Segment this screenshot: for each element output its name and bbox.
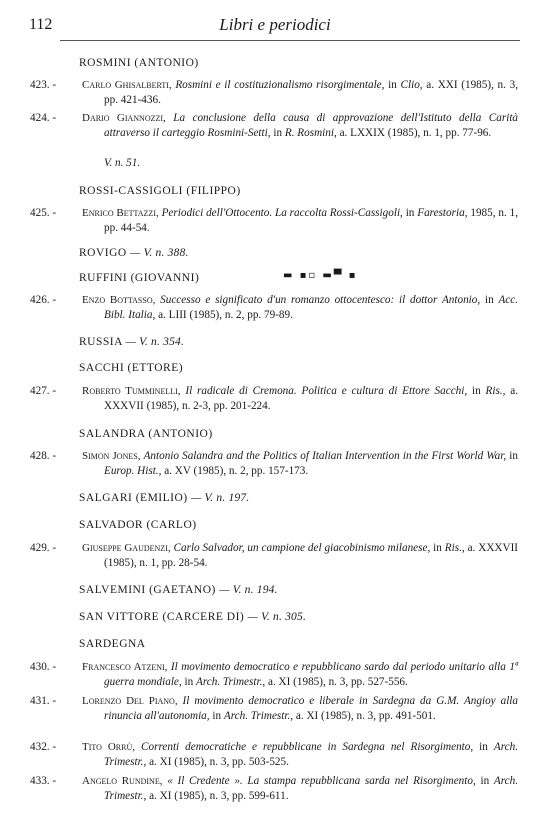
entry-details: a. XI (1985), n. 3, pp. 491-501. <box>293 709 436 722</box>
entry-periodical: Acc. Bibl. Italia, <box>104 294 519 321</box>
entry-details: a. XI (1985), n. 3, pp. 503-525. <box>146 755 289 768</box>
entry-title: Antonio Salandra and the Politics of Italian Intervention in the First World War, <box>143 450 507 462</box>
entry-periodical: Farestoria, <box>417 207 468 219</box>
entry <box>30 660 518 689</box>
entry-text: Lorenzo Del Piano, Il movimento democratico e liberale in Sardegna da G.M. Angioy alla rinuncia all'autonomia, in Arch. Trimestr., a. XI (1985), n. 3, pp. 491-501. <box>82 695 519 722</box>
entry-periodical: Arch. Trimestr., <box>195 675 266 688</box>
entry-details: 1985, n. 1, pp. 44-54. <box>104 207 519 234</box>
section-heading: SALANDRA (ANTONIO) <box>79 428 213 440</box>
entry-details: a. XI (1985), n. 3, pp. 599-611. <box>146 789 289 802</box>
entry-number: 432. - <box>30 741 57 753</box>
entry-author: Lorenzo Del Piano, <box>82 695 178 707</box>
entry-text: Enzo Bottasso, Successo e significato d'un romanzo ottocentesco: il dottor Antonio, in Acc. Bibl. Italia, a. LIII (1985), n. 2, pp. 79-89. <box>82 294 519 321</box>
entry <box>30 78 518 107</box>
entry-number: 424. - <box>30 112 57 124</box>
entry-title: Il movimento democratico e repubblicano sardo dal periodo unitario alla 1ª guerra mondiale, <box>104 661 519 688</box>
entry-author: Francesco Atzeni, <box>82 661 168 673</box>
entry-text: Carlo Ghisalberti, Rosmini e il costituzionalismo risorgimentale, in Clio, a. XXI (1985), n. 3, pp. 421-436. <box>82 79 519 106</box>
entry-author: Enrico Bettazzi, <box>82 207 159 219</box>
entry <box>30 774 518 803</box>
entry-number: 426. - <box>30 294 57 306</box>
entry-title: La conclusione della causa di approvazione dell'Istituto della Carità attraverso il carteggio Rosmini-Setti, <box>104 112 519 139</box>
entry-title: Rosmini e il costituzionalismo risorgimentale, <box>175 79 385 91</box>
page-number: 112 <box>29 16 53 33</box>
entry-number: 431. - <box>30 695 57 707</box>
section-heading: ROSMINI (ANTONIO) <box>79 57 199 69</box>
entry-author: Carlo Ghisalberti, <box>82 79 172 91</box>
entry-title: Correnti democratiche e repubblicane in Sardegna nel Risorgimento, <box>141 741 474 753</box>
entry-author: Enzo Bottasso, <box>82 294 156 306</box>
entry-periodical: Clio, <box>400 79 423 91</box>
entry-number: 425. - <box>30 207 57 219</box>
entry-text: Francesco Atzeni, Il movimento democratico e repubblicano sardo dal periodo unitario alla 1ª guerra mondiale, in Arch. Trimestr., a. XI (1985), n. 3, pp. 527-556. <box>82 661 519 688</box>
entry <box>30 541 518 570</box>
entry-periodical: Arch. Trimestr., <box>104 775 519 802</box>
entry-details: a. XV (1985), n. 2, pp. 157-173. <box>161 464 309 477</box>
entry-text: Giuseppe Gaudenzi, Carlo Salvador, un campione del giacobinismo milanese, in Ris., a. XXXVII (1985), n. 1, pp. 28-54. <box>82 542 519 569</box>
entry-periodical: Ris., <box>444 542 465 554</box>
entry-number: 430. - <box>30 661 57 673</box>
entry-number: 433. - <box>30 775 57 787</box>
entry <box>30 384 518 413</box>
entry-text: Dario Giannozzi, La conclusione della causa di approvazione dell'Istituto della Carità attraverso il carteggio Rosmini-Setti, in R. Rosmini, a. LXXIX (1985), n. 1, pp. 77-96. <box>82 112 519 139</box>
entry-author: Angelo Rundine, <box>82 775 163 787</box>
running-title: Libri e periodici <box>219 15 331 34</box>
section-heading: SALGARI (EMILIO) — V. n. 197. <box>79 492 250 504</box>
see-reference: — V. n. 388. <box>130 247 189 259</box>
entry-title: Il movimento democratico e liberale in Sardegna da G.M. Angioy alla rinuncia all'autonomia, <box>104 695 519 722</box>
section-heading: ROSSI-CASSIGOLI (FILIPPO) <box>79 185 241 197</box>
entry <box>30 740 518 769</box>
entry-title: Successo e significato d'un romanzo ottocentesco: il dottor Antonio, <box>160 294 481 306</box>
entry-periodical: Ris., <box>485 385 506 397</box>
section-heading: SALVADOR (CARLO) <box>79 519 197 531</box>
entry-text: Roberto Tumminelli, Il radicale di Cremona. Politica e cultura di Ettore Sacchi, in Ris., a. XXXVII (1985), n. 2-3, pp. 201-224. <box>82 385 519 412</box>
entry <box>30 111 518 140</box>
entry-text: Enrico Bettazzi, Periodici dell'Ottocento. La raccolta Rossi-Cassigoli, in Farestoria, 1985, n. 1, pp. 44-54. <box>82 207 519 234</box>
entry <box>30 206 518 235</box>
print-noise: ▬ ▪▫ ▬▀ ▪ <box>283 270 358 281</box>
entry-number: 429. - <box>30 542 57 554</box>
entry-number: 423. - <box>30 79 57 91</box>
entry-author: Dario Giannozzi, <box>82 112 166 124</box>
entry-periodical: Arch. Trimestr., <box>104 741 519 768</box>
entry-title: Il radicale di Cremona. Politica e cultura di Ettore Sacchi, <box>185 385 468 397</box>
entry-author: Giuseppe Gaudenzi, <box>82 542 171 554</box>
see-reference: — V. n. 197. <box>190 492 250 504</box>
entry-author: Simon Jones, <box>82 450 141 462</box>
see-reference: — V. n. 305. <box>247 611 307 623</box>
entry-author: Roberto Tumminelli, <box>82 385 181 397</box>
entry-title: Periodici dell'Ottocento. La raccolta Rossi-Cassigoli, <box>161 207 403 219</box>
section-heading: SAN VITTORE (CARCERE DI) — V. n. 305. <box>79 611 307 623</box>
entry-details: a. XXXVII (1985), n. 1, pp. 28-54. <box>104 542 519 569</box>
entry-details: a. XI (1985), n. 3, pp. 527-556. <box>265 675 408 688</box>
see-reference: — V. n. 354. <box>125 336 185 348</box>
entry-details: a. LIII (1985), n. 2, pp. 79-89. <box>155 308 293 321</box>
entry-periodical: R. Rosmini, <box>284 126 337 139</box>
section-heading: ROVIGO — V. n. 388. <box>79 247 189 259</box>
header-rule <box>60 40 520 41</box>
entry-periodical: Europ. Hist., <box>104 464 162 477</box>
entry-author: Tito Orrù, <box>82 741 136 753</box>
cross-reference: V. n. 51. <box>104 157 141 169</box>
see-reference: — V. n. 194. <box>219 584 278 596</box>
entry-title: « Il Credente ». La stampa repubblicana sarda nel Risorgimento, <box>167 775 476 787</box>
section-heading: RUSSIA — V. n. 354. <box>79 336 185 348</box>
entry-title: Carlo Salvador, un campione del giacobinismo milanese, <box>173 542 431 554</box>
entry-number: 427. - <box>30 385 57 397</box>
entry <box>30 293 518 322</box>
entry-text: Tito Orrù, Correnti democratiche e repubblicane in Sardegna nel Risorgimento, in Arch. Trimestr., a. XI (1985), n. 3, pp. 503-525. <box>82 741 519 768</box>
entry-text: Angelo Rundine, « Il Credente ». La stampa repubblicana sarda nel Risorgimento, in Arch. Trimestr., a. XI (1985), n. 3, pp. 599-611. <box>82 775 519 802</box>
entry <box>30 449 518 478</box>
section-heading: SARDEGNA <box>79 638 146 650</box>
entry-number: 428. - <box>30 450 57 462</box>
section-heading: SALVEMINI (GAETANO) — V. n. 194. <box>79 584 278 596</box>
entry <box>30 694 518 723</box>
entry-details: a. XXXVII (1985), n. 2-3, pp. 201-224. <box>104 385 519 412</box>
entry-periodical: Arch. Trimestr., <box>223 709 294 722</box>
entry-details: a. XXI (1985), n. 3, pp. 421-436. <box>104 79 519 106</box>
section-heading: SACCHI (ETTORE) <box>79 362 184 374</box>
entry-details: a. LXXIX (1985), n. 1, pp. 77-96. <box>336 126 492 139</box>
entry-text: Simon Jones, Antonio Salandra and the Politics of Italian Intervention in the First World War, in Europ. Hist., a. XV (1985), n. 2, pp. 157-173. <box>82 450 519 477</box>
section-heading: RUFFINI (GIOVANNI) <box>79 272 200 284</box>
